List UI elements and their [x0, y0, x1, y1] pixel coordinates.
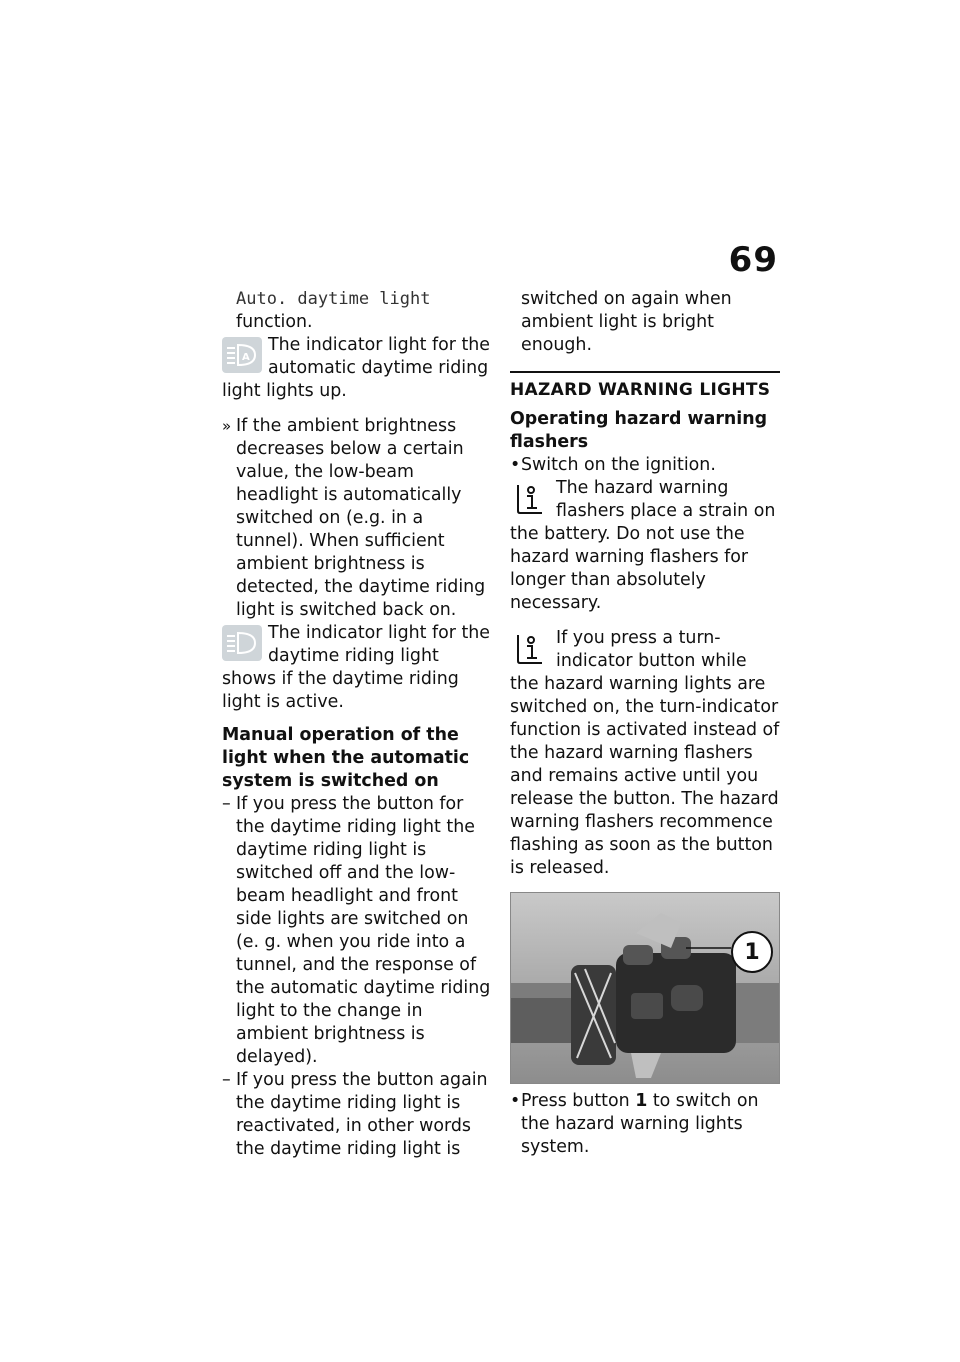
step-text-post: to switch on the hazard warning lights system. — [521, 1091, 759, 1157]
info-note — [510, 477, 780, 615]
result-marker-icon: » — [222, 417, 232, 435]
step-item — [510, 454, 780, 477]
auto-daytime-light-icon — [222, 337, 262, 373]
page-number: 69 — [728, 240, 778, 280]
dash-text: If you press the button again the daytime riding light is reactivated, in other words the daytime riding light is — [236, 1070, 488, 1159]
section-title: HAZARD WARNING LIGHTS — [510, 371, 780, 402]
intro-text: function. — [236, 312, 313, 332]
info-icon — [510, 630, 550, 668]
continuation-text: switched on again when ambient light is bright enough. — [521, 289, 732, 355]
info-text: If you press a turn-indicator button while the hazard warning lights are switched on, the turn-indicator function is activated instead of the hazard warning flashers and remains active until you release the button. The hazard warning flashers recommence flashing as soon as the button is released. — [510, 628, 780, 878]
callout-number: 1 — [731, 931, 773, 973]
step-text-pre: Press button — [521, 1091, 636, 1111]
dash-item — [222, 1069, 492, 1161]
indicator-note-daytime — [222, 622, 492, 714]
indicator-note-auto — [222, 334, 492, 403]
manual-operation-heading: Manual operation of the light when the automatic system is switched on — [222, 725, 470, 791]
daytime-light-icon — [222, 625, 262, 661]
result-text: If the ambient brightness decreases below a certain value, the low-beam headlight is automatically switched on (e.g. in a tunnel). When sufficient ambient brightness is detected, the daytime riding light is switched back on. — [236, 416, 486, 620]
dash-text: If you press the button for the daytime riding light the daytime riding light is switched off and the low-beam headlight and front side lights are switched on (e. g. when you ride into a tunnel, and the response of the automatic daytime riding light to the change in ambient brightness is delayed). — [236, 794, 491, 1067]
bullet-marker: • — [510, 455, 521, 475]
result-item — [222, 415, 492, 622]
bullet-marker: • — [510, 1091, 521, 1111]
sub-heading: Operating hazard warning flashers — [510, 409, 768, 452]
dash-marker: – — [222, 794, 231, 814]
display-text: Auto. daytime light — [236, 289, 431, 309]
intro-line — [222, 288, 492, 311]
note-text: The indicator light for the automatic daytime riding light lights up. — [222, 335, 491, 401]
handlebar-switch-photo — [510, 892, 780, 1084]
right-column — [510, 288, 780, 1159]
info-note — [510, 627, 780, 880]
note-text: The indicator light for the daytime riding light shows if the daytime riding light is active. — [222, 623, 491, 712]
step-text: Switch on the ignition. — [521, 455, 716, 475]
info-icon — [510, 480, 550, 518]
info-text: The hazard warning flashers place a strain on the battery. Do not use the hazard warning flashers for longer than absolutely necessary. — [510, 478, 776, 613]
svg-text:A: A — [242, 352, 250, 363]
step-button-ref: 1 — [635, 1091, 648, 1111]
dash-item — [222, 793, 492, 1069]
left-column — [222, 288, 492, 1161]
step-item — [510, 1090, 780, 1159]
dash-marker: – — [222, 1070, 231, 1090]
